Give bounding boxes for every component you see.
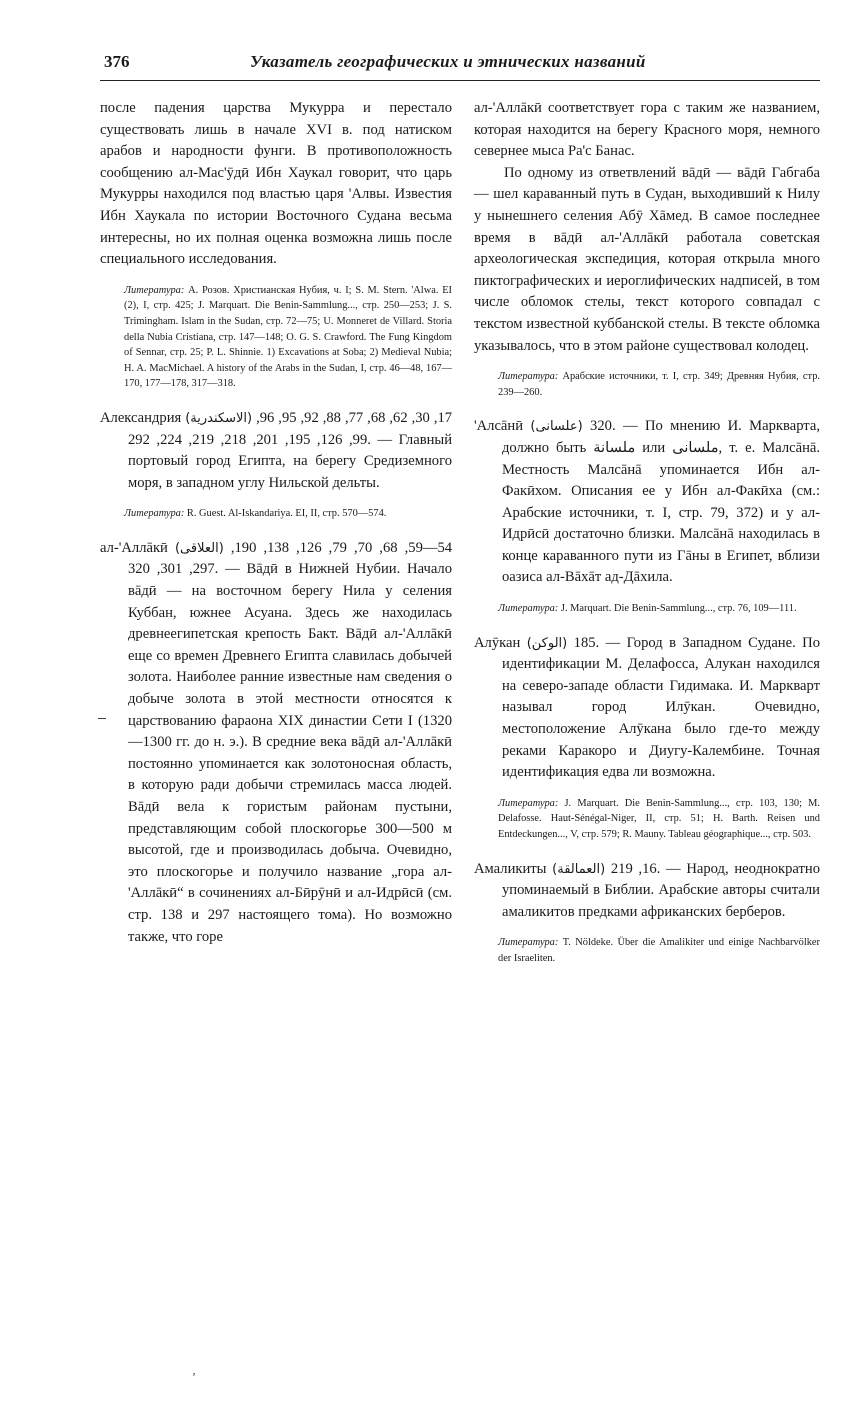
entry-headword: Алӯкан [474,634,521,651]
page-header [100,50,820,81]
literature-note [124,506,452,522]
literature-note [498,369,820,400]
entry-text: 16, 219. — Народ, неоднократно упоминаемый в Библии. Арабские авторы считали амаликитов предками африканских берберов. [502,860,820,920]
literature-label: Литература: [498,937,559,949]
literature-text: T. Nöldeke. Über die Amalikiter und einige Nachbarvölker der Israeliten. [498,937,820,964]
entry-headword: 'Алсāнӣ [474,418,524,435]
running-title: Указатель географических и этнических названий [250,52,646,71]
continuation-paragraph: ал-'Аллāкӣ соответствует гора с таким же названием, которая находится на берегу Красного моря, немного севернее мыса Ра'с Банас. [474,100,820,160]
arabic-spelling: (الوكن) [526,635,568,651]
literature-label: Литература: [124,508,185,520]
index-entry-alexandria [100,408,452,494]
arabic-spelling: (العلاقى) [174,540,224,556]
literature-note [124,283,452,392]
literature-text: R. Guest. Al-Iskandariya. EI, II, стр. 570—574. [184,508,387,520]
continuation-paragraph: после падения царства Мукурра и перестало существовать лишь в начале XVI в. под натиском арабов и народности фунги. В противоположность сообщению ал-Мас'ӯдӣ Ибн Хаукал говорит, что царь Мукурры находился под властью царя 'Алвы. Известия Ибн Хаукала по истории Восточного Судана весьма интересны, но их полная оценка возможна лишь после специального исследования. [100,100,452,268]
index-entry-alukan [474,633,820,784]
literature-text: J. Marquart. Die Benin-Sammlung..., стр. 76, 109—111. [558,603,797,615]
index-entry-allaki [100,538,452,948]
literature-note [498,935,820,966]
literature-text: А. Розов. Христианская Нубия, ч. I; S. M. Stern. 'Alwa. EI (2), I, стр. 425; J. Marquart. Die Benin-Sammlung..., стр. 250—253; J. S. Trimingham. Islam in the Sudan, стр. 72—75; U. Monneret de Villard. Storia della Nubia Cristiana, стр. 147—148; O. G. S. Crawford. The Fung Kingdom of Sennar, стр. 25; P. L. Shinnie. 1) Excavations at Soba; 2) Medieval Nubia; H. A. MacMichael. A history of the Arabs in the Sudan, I, стр. 46—48, 167—170, 177—178, 317—318. [124,284,452,390]
literature-text: J. Marquart. Die Benin-Sammlung..., стр. 103, 130; M. Delafosse. Haut-Sénégal-Niger, II, стр. 51; H. Barth. Reisen und Entdeckungen..., V, стр. 579; R. Mauny. Tableau géographique..., стр. 503. [498,797,820,840]
literature-note [498,601,820,617]
literature-label: Литература: [498,797,559,809]
arabic-spelling: (العمالقة) [552,861,606,877]
literature-label: Литература: [124,284,185,296]
arabic-spelling: (الاسكندرية) [185,410,253,426]
entry-text: 320. — По мнению И. Маркварта, должно быть ملسانة или ملسانى, т. е. Малсāнā. Местность Малсāнā упоминается Ибн ал-Факӣхом. Описания ее у Ибн ал-Факӣха (см.: Арабские источники, т. I, стр. 79, 372) и у ал-Идрӣсӣ достаточно близки. Малсāнā находилась в конце караванного пути из Гāны в Египет, вблизи оазиса ал-Вāхāт ад-Дāхила. [502,418,821,586]
literature-label: Литература: [498,371,559,383]
entry-text: 17, 30, 62, 68, 77, 88, 92, 95, 96, 99, 126, 195, 201, 218, 219, 224, 292. — Главный портовый город Египта, на берегу Средиземного моря, в западном углу Нильской дельты. [128,409,453,491]
entry-headword: Амаликиты [474,860,547,877]
body-paragraph: По одному из ответвлений вāдӣ — вāдӣ Габгаба — шел караванный путь в Судан, выходивший к Нилу у нынешнего селения Абӯ Хāмед. В самое последнее время в вāдӣ ал-'Аллāкӣ работала советская археологическая экспедиция, которая открыла много пиктографических и иероглифических надписей, в том числе обломок стелы, текст которого совпадал с текстом известной куббанской стелы. В тексте обломка указывалось, что в этом районе существовал колодец. [474,164,820,354]
entry-headword: ал-'Аллāкӣ [100,539,168,556]
arabic-spelling: (علسانى) [530,419,583,435]
entry-text: 185. — Город в Западном Судане. По идентификации М. Делафосса, Алукан находился на северо-западе области Гидимака. И. Маркварт называл город Илӯкан. Очевидно, местоположение Алӯкана было где-то между реками Каракоро и Диугу-Калембине. Точная идентификация едва ли возможна. [502,634,820,781]
index-entry-alsani [474,416,820,589]
entry-headword: Александрия [100,409,182,426]
literature-text: Арабские источники, т. I, стр. 349; Древняя Нубия, стр. 239—260. [498,371,820,398]
left-column [100,98,452,948]
index-entry-amalekites [474,859,820,924]
stray-mark: ʼ [192,1370,196,1384]
entry-text: 54—59, 68, 70, 79, 126, 138, 190, 297, 301, 320. — Вāдӣ в Нижней Нубии. Начало вāдӣ — на восточном берегу Нила у селения Куббан, южнее Асуана. Здесь же находилась древнеегипетская крепость Бакт. Вāдӣ ал-'Аллāкӣ еще со времен Древнего Египта славилась добычей золота. Наиболее ранние известные нам сведения о добыче золота в этой местности относятся к царствованию фараона XIX династии Сети I (1320—1300 гг. до н. э.). В средние века вāдӣ ал-'Аллāкӣ постоянно упоминается как золотоносная область, в которую ради добычи стремилась масса людей. Вāдӣ вела к гористым районам пустыни, представляющим собой плоскогорье 300—500 м высотой, где и производилась добыча. Очевидно, это плоскогорье и получило название „гора ал-'Аллāкӣ“ в сочинениях ал-Бӣрӯнӣ и ал-Идрӣсӣ (см. стр. 138 и 297 настоящего тома). Но возможно также, что горе [128,539,453,945]
right-column [474,98,820,983]
margin-mark [98,718,106,719]
page-number: 376 [104,52,130,71]
literature-label: Литература: [498,603,559,615]
literature-note [498,796,820,843]
